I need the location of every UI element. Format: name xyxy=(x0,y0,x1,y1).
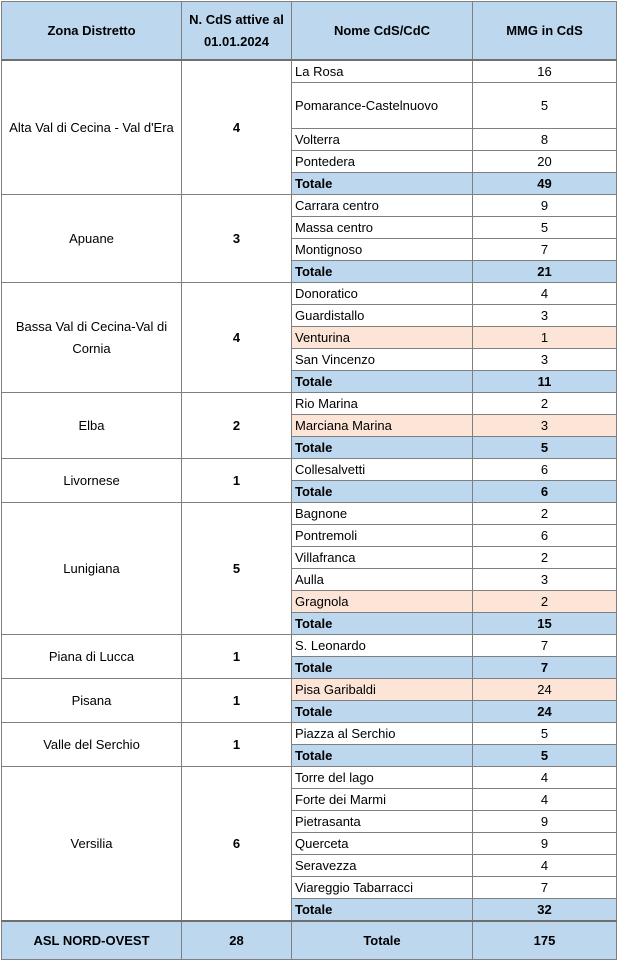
count-cell: 4 xyxy=(182,60,292,195)
cds-name: S. Leonardo xyxy=(292,635,473,657)
zona-cell: Valle del Serchio xyxy=(2,723,182,767)
mmg-count: 3 xyxy=(473,349,617,371)
total-label: Totale xyxy=(292,261,473,283)
cds-name: Massa centro xyxy=(292,217,473,239)
cds-name: Aulla xyxy=(292,569,473,591)
table-row xyxy=(2,195,617,217)
cds-name: Venturina xyxy=(292,327,473,349)
table-row xyxy=(2,635,617,657)
cds-name: Rio Marina xyxy=(292,393,473,415)
mmg-count: 4 xyxy=(473,767,617,789)
footer-row xyxy=(2,921,617,960)
mmg-count: 9 xyxy=(473,833,617,855)
header-count: N. CdS attive al 01.01.2024 xyxy=(182,2,292,61)
cds-name: Gragnola xyxy=(292,591,473,613)
table-row xyxy=(2,283,617,305)
mmg-count: 3 xyxy=(473,569,617,591)
footer-mmg: 175 xyxy=(473,921,617,960)
mmg-count: 4 xyxy=(473,789,617,811)
mmg-count: 3 xyxy=(473,305,617,327)
footer-count: 28 xyxy=(182,921,292,960)
table-row xyxy=(2,393,617,415)
mmg-count: 7 xyxy=(473,239,617,261)
cds-name: Pietrasanta xyxy=(292,811,473,833)
total-mmg: 5 xyxy=(473,437,617,459)
total-label: Totale xyxy=(292,437,473,459)
cds-name: Seravezza xyxy=(292,855,473,877)
total-label: Totale xyxy=(292,657,473,679)
mmg-count: 2 xyxy=(473,503,617,525)
zona-cell: Elba xyxy=(2,393,182,459)
zona-cell: Alta Val di Cecina - Val d'Era xyxy=(2,60,182,195)
total-label: Totale xyxy=(292,745,473,767)
total-mmg: 32 xyxy=(473,899,617,922)
cds-name: Pisa Garibaldi xyxy=(292,679,473,701)
cds-name: Querceta xyxy=(292,833,473,855)
cds-name: Collesalvetti xyxy=(292,459,473,481)
total-mmg: 49 xyxy=(473,173,617,195)
mmg-count: 4 xyxy=(473,855,617,877)
zona-cell: Piana di Lucca xyxy=(2,635,182,679)
table-row xyxy=(2,459,617,481)
table-row xyxy=(2,767,617,789)
cds-table xyxy=(1,1,617,960)
mmg-count: 5 xyxy=(473,83,617,129)
count-cell: 1 xyxy=(182,635,292,679)
total-label: Totale xyxy=(292,481,473,503)
table-row xyxy=(2,60,617,83)
header-mmg: MMG in CdS xyxy=(473,2,617,61)
mmg-count: 1 xyxy=(473,327,617,349)
cds-name: Viareggio Tabarracci xyxy=(292,877,473,899)
header-nome: Nome CdS/CdC xyxy=(292,2,473,61)
cds-name: Guardistallo xyxy=(292,305,473,327)
total-mmg: 24 xyxy=(473,701,617,723)
table-row xyxy=(2,679,617,701)
total-mmg: 21 xyxy=(473,261,617,283)
mmg-count: 6 xyxy=(473,459,617,481)
total-mmg: 7 xyxy=(473,657,617,679)
cds-name: Donoratico xyxy=(292,283,473,305)
total-label: Totale xyxy=(292,701,473,723)
cds-name: Montignoso xyxy=(292,239,473,261)
cds-name: Piazza al Serchio xyxy=(292,723,473,745)
mmg-count: 24 xyxy=(473,679,617,701)
mmg-count: 9 xyxy=(473,811,617,833)
mmg-count: 5 xyxy=(473,723,617,745)
cds-name: Carrara centro xyxy=(292,195,473,217)
mmg-count: 2 xyxy=(473,393,617,415)
cds-name: Pontremoli xyxy=(292,525,473,547)
count-cell: 1 xyxy=(182,679,292,723)
total-mmg: 15 xyxy=(473,613,617,635)
mmg-count: 4 xyxy=(473,283,617,305)
mmg-count: 20 xyxy=(473,151,617,173)
mmg-count: 3 xyxy=(473,415,617,437)
count-cell: 4 xyxy=(182,283,292,393)
cds-name: Volterra xyxy=(292,129,473,151)
count-cell: 3 xyxy=(182,195,292,283)
table-body xyxy=(2,2,617,922)
table-row xyxy=(2,503,617,525)
total-mmg: 5 xyxy=(473,745,617,767)
count-cell: 6 xyxy=(182,767,292,922)
mmg-count: 7 xyxy=(473,877,617,899)
cds-name: Pomarance-Castelnuovo xyxy=(292,83,473,129)
total-mmg: 6 xyxy=(473,481,617,503)
count-cell: 5 xyxy=(182,503,292,635)
zona-cell: Bassa Val di Cecina-Val di Cornia xyxy=(2,283,182,393)
cds-name: Bagnone xyxy=(292,503,473,525)
cds-name: La Rosa xyxy=(292,60,473,83)
mmg-count: 6 xyxy=(473,525,617,547)
cds-name: Pontedera xyxy=(292,151,473,173)
cds-name: Torre del lago xyxy=(292,767,473,789)
mmg-count: 8 xyxy=(473,129,617,151)
count-cell: 1 xyxy=(182,459,292,503)
count-cell: 2 xyxy=(182,393,292,459)
total-label: Totale xyxy=(292,613,473,635)
total-label: Totale xyxy=(292,173,473,195)
footer-zona: ASL NORD-OVEST xyxy=(2,921,182,960)
cds-name: San Vincenzo xyxy=(292,349,473,371)
zona-cell: Versilia xyxy=(2,767,182,922)
mmg-count: 9 xyxy=(473,195,617,217)
zona-cell: Apuane xyxy=(2,195,182,283)
mmg-count: 2 xyxy=(473,547,617,569)
header-zona: Zona Distretto xyxy=(2,2,182,61)
mmg-count: 2 xyxy=(473,591,617,613)
cds-name: Forte dei Marmi xyxy=(292,789,473,811)
total-label: Totale xyxy=(292,371,473,393)
mmg-count: 7 xyxy=(473,635,617,657)
cds-name: Marciana Marina xyxy=(292,415,473,437)
header-row xyxy=(2,2,617,61)
zona-cell: Lunigiana xyxy=(2,503,182,635)
footer-nome: Totale xyxy=(292,921,473,960)
total-label: Totale xyxy=(292,899,473,922)
mmg-count: 16 xyxy=(473,60,617,83)
count-cell: 1 xyxy=(182,723,292,767)
total-mmg: 11 xyxy=(473,371,617,393)
table-row xyxy=(2,723,617,745)
zona-cell: Livornese xyxy=(2,459,182,503)
zona-cell: Pisana xyxy=(2,679,182,723)
cds-name: Villafranca xyxy=(292,547,473,569)
mmg-count: 5 xyxy=(473,217,617,239)
